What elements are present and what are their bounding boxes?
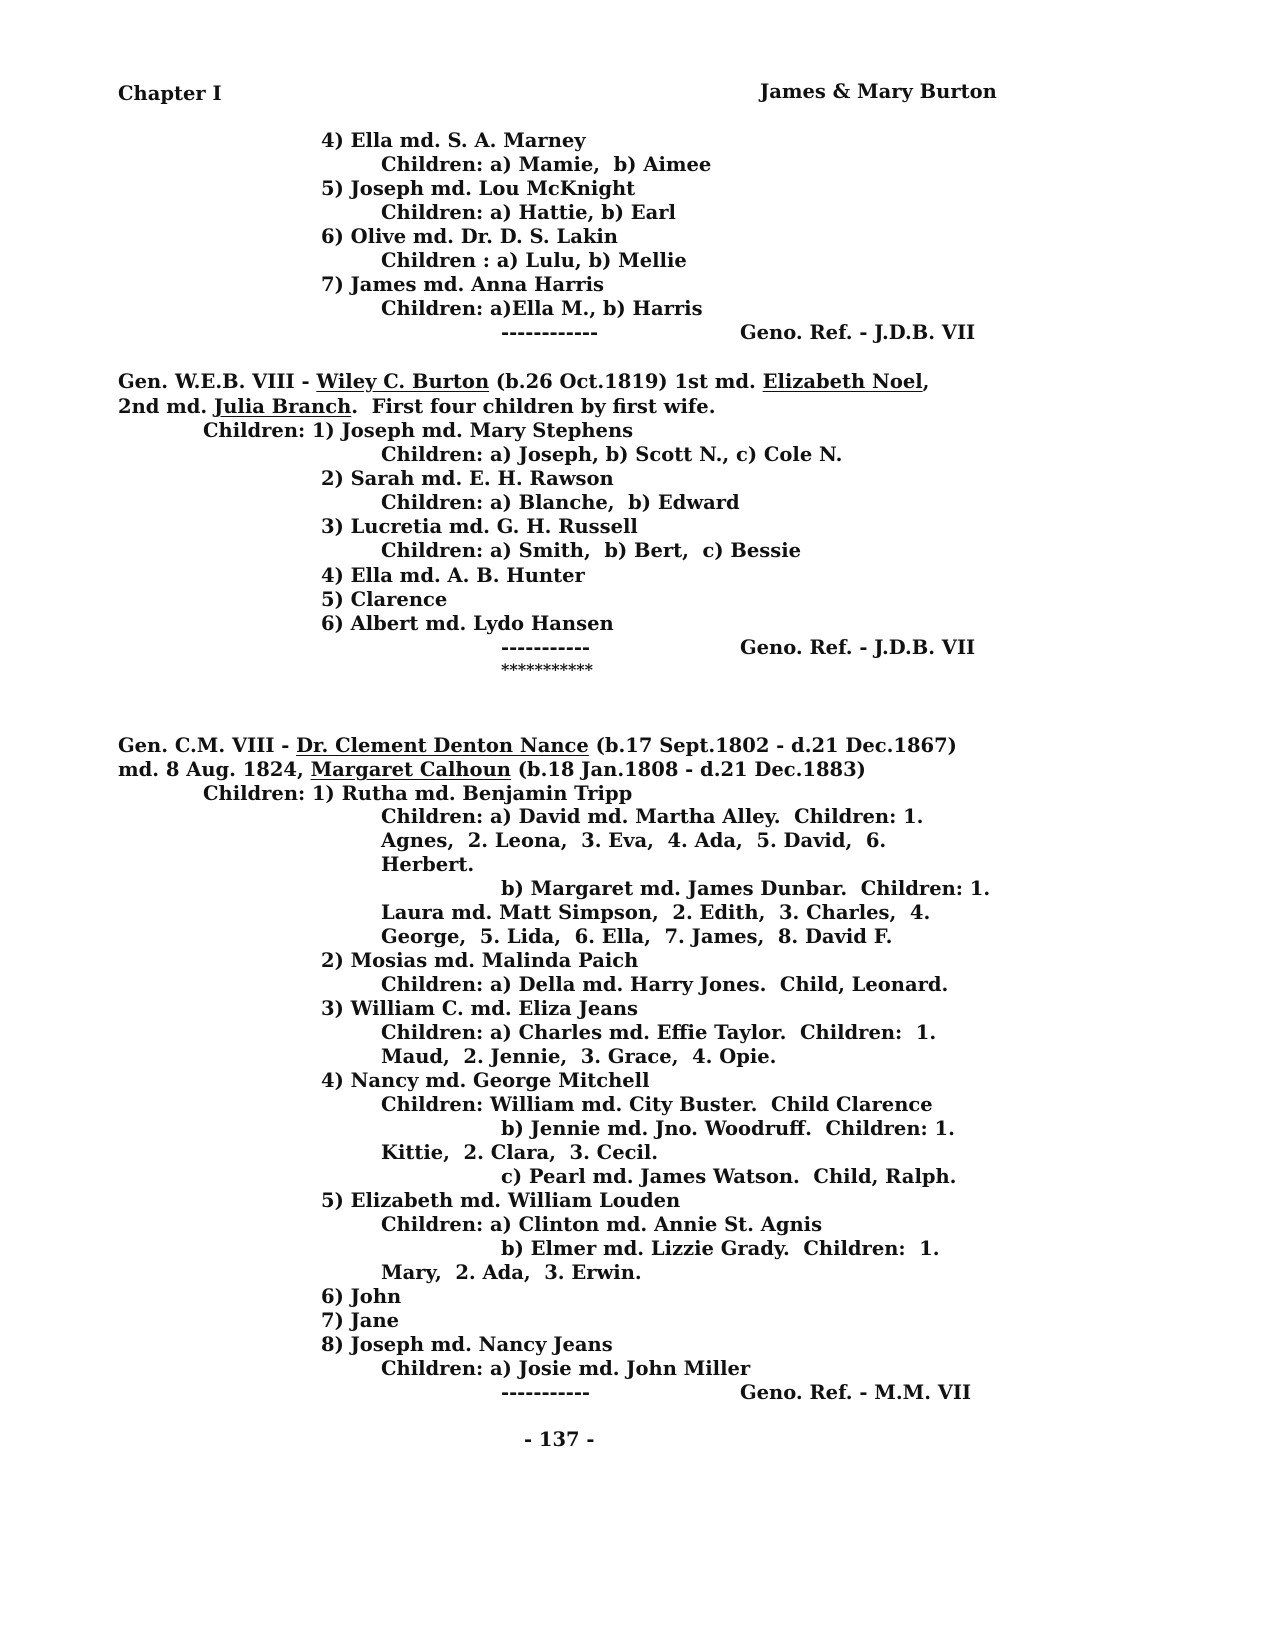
text-line: 6) Olive md. Dr. D. S. Lakin — [321, 225, 618, 248]
text-line: 6) John — [321, 1285, 402, 1308]
text-line: 4) Ella md. S. A. Marney — [321, 129, 586, 152]
heading-text: (b.17 Sept.1802 - d.21 Dec.1867) — [588, 734, 957, 757]
text-line: 8) Joseph md. Nancy Jeans — [321, 1333, 613, 1356]
person-name: Dr. Clement Denton Nance — [296, 734, 589, 757]
heading-prefix: Gen. C.M. VIII - — [118, 734, 297, 757]
text-line: 5) Joseph md. Lou McKnight — [321, 177, 636, 200]
text-line: 7) Jane — [321, 1309, 400, 1332]
geno-ref: Geno. Ref. - J.D.B. VII — [740, 636, 976, 659]
text-line: Children: a) Mamie, b) Aimee — [381, 153, 712, 176]
geno-ref: Geno. Ref. - J.D.B. VII — [740, 321, 976, 344]
chapter-header: Chapter I — [118, 82, 222, 105]
family-header: James & Mary Burton — [760, 80, 997, 103]
text-line: Children: William md. City Buster. Child Clarence — [381, 1093, 933, 1116]
text-line: Children: a)Ella M., b) Harris — [381, 297, 703, 320]
text-line: Children: a) David md. Martha Alley. Children: 1. — [381, 805, 924, 828]
heading-text: (b.18 Jan.1808 - d.21 Dec.1883) — [510, 758, 866, 781]
section-heading — [118, 734, 957, 758]
text-line: Herbert. — [381, 853, 475, 876]
text-line: 4) Ella md. A. B. Hunter — [321, 564, 585, 587]
text-line: 2) Mosias md. Malinda Paich — [321, 949, 639, 972]
text-line: c) Pearl md. James Watson. Child, Ralph. — [501, 1165, 957, 1188]
separator: ----------- — [501, 636, 591, 659]
heading-text: md. 8 Aug. 1824, — [118, 758, 311, 781]
heading-text: . First four children by first wife. — [351, 395, 716, 418]
text-line: 7) James md. Anna Harris — [321, 273, 604, 296]
text-line: Maud, 2. Jennie, 3. Grace, 4. Opie. — [381, 1045, 777, 1068]
text-line: b) Margaret md. James Dunbar. Children: 1. — [501, 877, 991, 900]
text-line: 3) Lucretia md. G. H. Russell — [321, 515, 638, 538]
heading-text: (b.26 Oct.1819) 1st md. — [489, 370, 763, 393]
text-line: Children: a) Charles md. Effie Taylor. Children: 1. — [381, 1021, 937, 1044]
text-line: George, 5. Lida, 6. Ella, 7. James, 8. David F. — [381, 925, 893, 948]
person-name: Wiley C. Burton — [316, 370, 490, 393]
separator: ----------- — [501, 1381, 591, 1404]
text-line: b) Jennie md. Jno. Woodruff. Children: 1. — [501, 1117, 955, 1140]
section-heading-line2 — [118, 395, 716, 419]
text-line: Children: a) Josie md. John Miller — [381, 1357, 751, 1380]
text-line: Mary, 2. Ada, 3. Erwin. — [381, 1261, 642, 1284]
text-line: 6) Albert md. Lydo Hansen — [321, 612, 614, 635]
text-line: 5) Clarence — [321, 588, 448, 611]
text-line: b) Elmer md. Lizzie Grady. Children: 1. — [501, 1237, 940, 1260]
text-line: 2) Sarah md. E. H. Rawson — [321, 467, 614, 490]
spouse-name: Elizabeth Noel — [762, 370, 923, 393]
text-line: 3) William C. md. Eliza Jeans — [321, 997, 639, 1020]
heading-prefix: Gen. W.E.B. VIII - — [118, 370, 317, 393]
text-line: Children: a) Blanche, b) Edward — [381, 491, 740, 514]
heading-text: , — [922, 370, 930, 393]
text-line: Kittie, 2. Clara, 3. Cecil. — [381, 1141, 659, 1164]
section-heading — [118, 370, 929, 394]
text-line: 5) Elizabeth md. William Louden — [321, 1189, 681, 1212]
separator: ------------ — [501, 321, 599, 344]
spouse-name: Margaret Calhoun — [310, 758, 511, 781]
spouse-name: Julia Branch — [214, 395, 352, 418]
section-divider: *********** — [501, 660, 594, 679]
text-line: Children: a) Joseph, b) Scott N., c) Cole N. — [381, 443, 843, 466]
text-line: Children: a) Della md. Harry Jones. Child, Leonard. — [381, 973, 949, 996]
page-number: - 137 - — [524, 1428, 595, 1451]
text-line: Children: 1) Joseph md. Mary Stephens — [203, 419, 634, 442]
geno-ref: Geno. Ref. - M.M. VII — [740, 1381, 972, 1404]
text-line: Children: 1) Rutha md. Benjamin Tripp — [203, 782, 633, 805]
text-line: Children: a) Hattie, b) Earl — [381, 201, 676, 224]
text-line: Children: a) Smith, b) Bert, c) Bessie — [381, 539, 802, 562]
text-line: Laura md. Matt Simpson, 2. Edith, 3. Charles, 4. — [381, 901, 931, 924]
text-line: 4) Nancy md. George Mitchell — [321, 1069, 650, 1092]
text-line: Children: a) Clinton md. Annie St. Agnis — [381, 1213, 823, 1236]
text-line: Agnes, 2. Leona, 3. Eva, 4. Ada, 5. David, 6. — [381, 829, 887, 852]
text-line: Children : a) Lulu, b) Mellie — [381, 249, 687, 272]
heading-text: 2nd md. — [118, 395, 215, 418]
section-heading-line2 — [118, 758, 866, 782]
